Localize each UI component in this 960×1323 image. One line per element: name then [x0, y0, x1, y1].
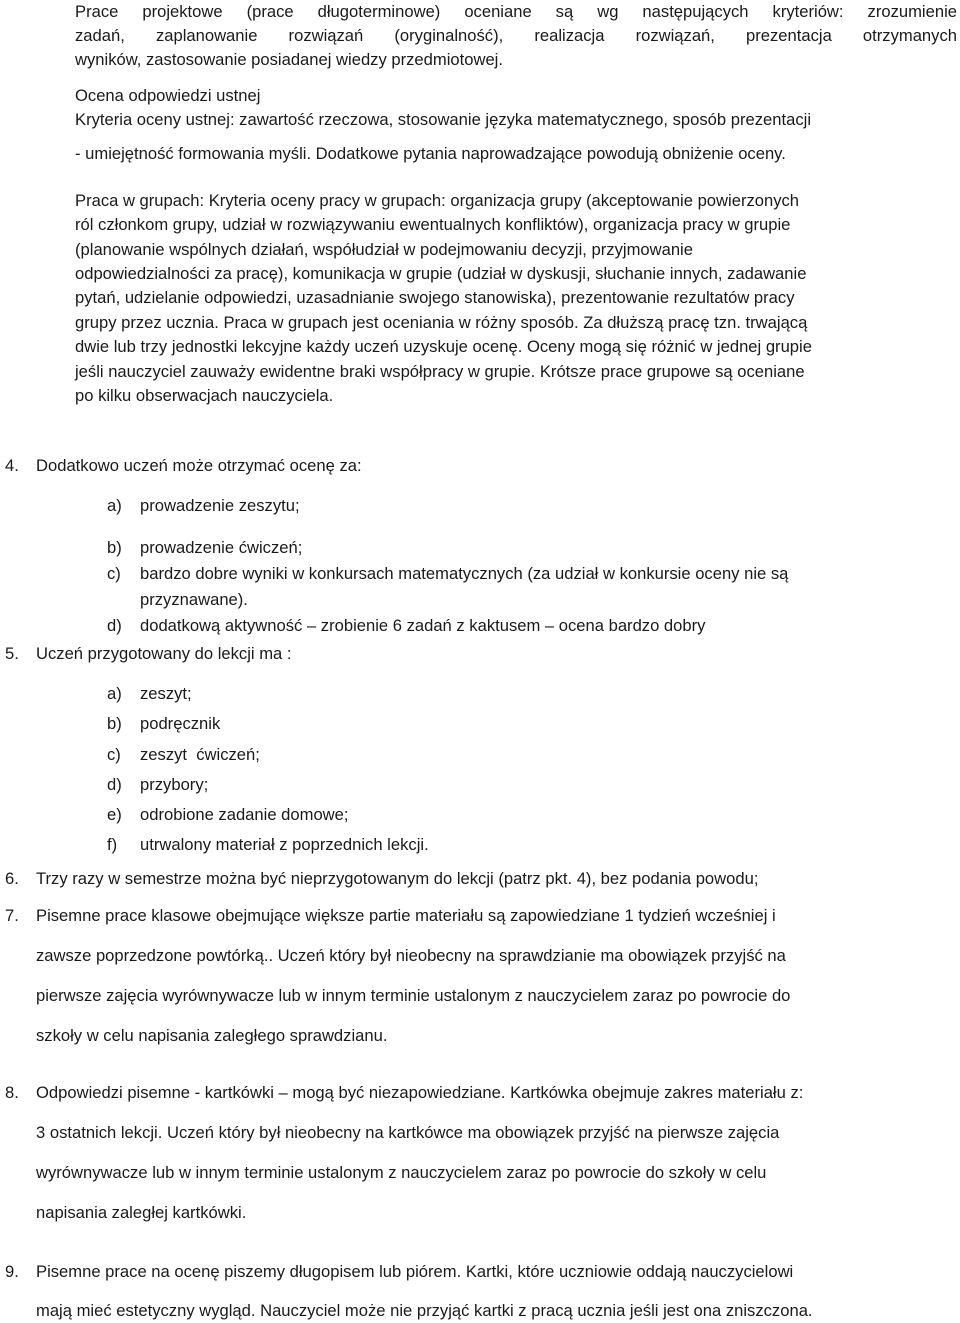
item-text: Uczeń przygotowany do lekcji ma : — [36, 644, 292, 663]
subitem-text: zeszyt ćwiczeń; — [140, 745, 260, 764]
subitem-text: dodatkową aktywność – zrobienie 6 zadań z kaktusem – ocena bardzo dobry — [140, 616, 706, 635]
subitem-text: zeszyt; — [140, 684, 192, 703]
subitem-letter: c) — [107, 745, 121, 764]
group-work-line: (planowanie wspólnych działań, współudział w podejmowaniu decyzji, przyjmowanie — [75, 240, 693, 259]
subitem-letter: b) — [107, 714, 122, 733]
intro-line: Kryteria oceny ustnej: zawartość rzeczowa, stosowanie języka matematycznego, sposób prezentacji — [75, 110, 811, 129]
group-work-line: Praca w grupach: Kryteria oceny pracy w grupach: organizacja grupy (akceptowanie powierzonych — [75, 191, 800, 210]
item-number: 8. — [5, 1083, 19, 1102]
subitem-letter: e) — [107, 805, 122, 824]
item-text: zawsze poprzedzone powtórką.. Uczeń który był nieobecny na sprawdzianie ma obowiązek przyjść na — [36, 946, 786, 965]
item-number: 9. — [5, 1262, 19, 1281]
subitem-text: przyznawane). — [140, 590, 248, 609]
item-number: 4. — [5, 456, 19, 475]
subitem-text: podręcznik — [140, 714, 221, 733]
group-work-line: grupy przez ucznia. Praca w grupach jest oceniania w różny sposób. Za dłuższą pracę tzn. trwającą — [75, 313, 808, 332]
intro-line: wyników, zastosowanie posiadanej wiedzy przedmiotowej. — [75, 50, 503, 69]
item-text: napisania zaległej kartkówki. — [36, 1203, 247, 1222]
group-work-line: dwie lub trzy jednostki lekcyjne każdy uczeń uzyskuje ocenę. Oceny mogą się różnić w jednej grupie — [75, 337, 812, 356]
item-text: Odpowiedzi pisemne - kartkówki – mogą być niezapowiedziane. Kartkówka obejmuje zakres materiału z: — [36, 1083, 804, 1102]
item-number: 5. — [5, 644, 19, 663]
item-text: Pisemne prace klasowe obejmujące większe partie materiału są zapowiedziane 1 tydzień wcześniej i — [36, 906, 776, 925]
item-text: Pisemne prace na ocenę piszemy długopisem lub piórem. Kartki, które uczniowie oddają nauczycielowi — [36, 1262, 794, 1281]
subitem-text: utrwalony materiał z poprzednich lekcji. — [140, 835, 429, 854]
item-number: 6. — [5, 869, 19, 888]
subitem-text: prowadzenie ćwiczeń; — [140, 538, 303, 557]
subitem-letter: d) — [107, 616, 122, 635]
group-work-line: jeśli nauczyciel zauważy ewidentne braki współpracy w grupie. Krótsze prace grupowe są oceniane — [75, 362, 805, 381]
item-text: szkoły w celu napisania zaległego sprawdzianu. — [36, 1026, 388, 1045]
intro-line: - umiejętność formowania myśli. Dodatkowe pytania naprowadzające powodują obniżenie oceny. — [75, 144, 786, 163]
item-text: mają mieć estetyczny wygląd. Nauczyciel może nie przyjąć kartki z pracą ucznia jeśli jest ona zniszczona. — [36, 1301, 813, 1320]
item-text: Trzy razy w semestrze można być nieprzygotowanym do lekcji (patrz pkt. 4), bez podania powodu; — [36, 869, 759, 888]
intro-line: zadań, zaplanowanie rozwiązań (oryginalność), realizacja rozwiązań, prezentacja otrzymanych — [75, 26, 957, 45]
subitem-text: odrobione zadanie domowe; — [140, 805, 349, 824]
subitem-letter: d) — [107, 775, 122, 794]
intro-line: Prace projektowe (prace długoterminowe) oceniane są wg następujących kryteriów: zrozumienie — [75, 2, 957, 21]
group-work-line: po kilku obserwacjach nauczyciela. — [75, 386, 334, 405]
subitem-letter: f) — [107, 835, 118, 854]
group-work-line: odpowiedzialności za pracę), komunikacja w grupie (udział w dyskusji, słuchanie innych, zadawanie — [75, 264, 807, 283]
intro-line: Ocena odpowiedzi ustnej — [75, 86, 261, 105]
subitem-letter: a) — [107, 684, 122, 703]
subitem-text: prowadzenie zeszytu; — [140, 496, 300, 515]
item-text: Dodatkowo uczeń może otrzymać ocenę za: — [36, 456, 362, 475]
subitem-letter: a) — [107, 496, 122, 515]
group-work-line: ról członkom grupy, udział w rozwiązywaniu ewentualnych konfliktów), organizacja pracy w grupie — [75, 215, 791, 234]
subitem-letter: c) — [107, 564, 121, 583]
item-text: wyrównywacze lub w innym terminie ustalonym z nauczycielem zaraz po powrocie do szkoły w celu — [36, 1163, 767, 1182]
subitem-text: przybory; — [140, 775, 209, 794]
item-number: 7. — [5, 906, 19, 925]
subitem-letter: b) — [107, 538, 122, 557]
item-text: pierwsze zajęcia wyrównywacze lub w innym terminie ustalonym z nauczycielem zaraz po powrocie do — [36, 986, 791, 1005]
group-work-line: pytań, udzielanie odpowiedzi, uzasadnianie swojego stanowiska), prezentowanie rezultatów pracy — [75, 288, 795, 307]
subitem-text: bardzo dobre wyniki w konkursach matematycznych (za udział w konkursie oceny nie są — [140, 564, 789, 583]
item-text: 3 ostatnich lekcji. Uczeń który był nieobecny na kartkówce ma obowiązek przyjść na pierwsze zajęcia — [36, 1123, 780, 1142]
